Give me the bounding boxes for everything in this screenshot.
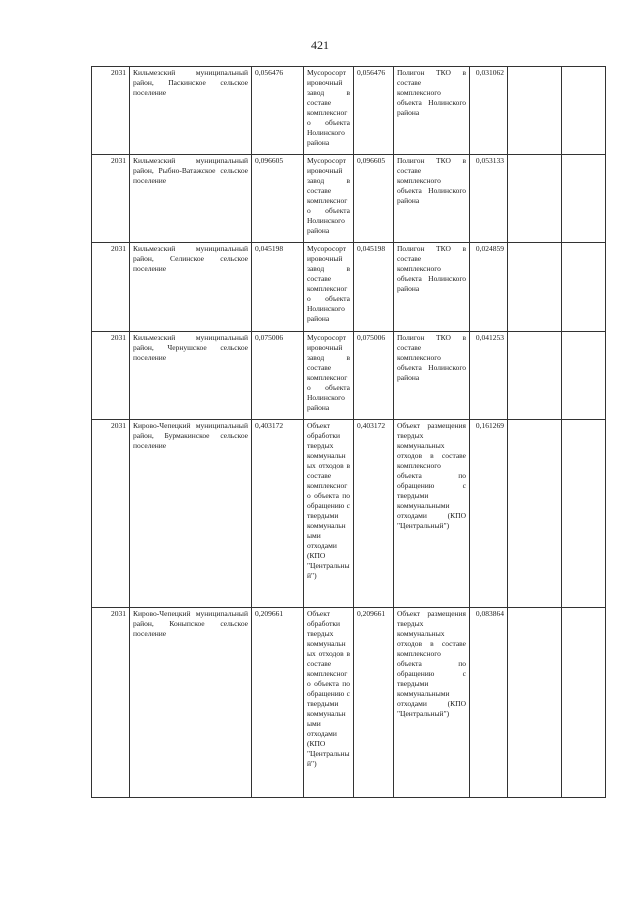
empty-cell [562,420,606,608]
source-object-cell: Объект обработки твердых коммунальных отходов в составе комплексного объекта по обращению с твердыми коммунальными отходами (КПО "Центральный") [304,420,354,608]
dest-object-cell: Полигон ТКО в составе комплексного объекта Нолинского района [394,155,470,243]
source-volume-cell: 0,075006 [354,332,394,420]
empty-cell [562,332,606,420]
source-object-cell: Объект обработки твердых коммунальных отходов в составе комплексного объекта по обращению с твердыми коммунальными отходами (КПО "Центральный") [304,608,354,798]
municipality-cell: Кирово-Чепецкий муниципальный район, Коныпское сельское поселение [130,608,252,798]
volume-cell: 0,075006 [252,332,304,420]
volume-cell: 0,096605 [252,155,304,243]
data-table [91,66,606,798]
empty-cell [508,243,562,332]
year-cell: 2031 [92,420,130,608]
volume-cell: 0,045198 [252,243,304,332]
dest-object-cell: Объект размещения твердых коммунальных отходов в составе комплексного объекта по обращению с твердыми коммунальными отходами (КПО "Центральный") [394,608,470,798]
source-object-cell: Мусоросортировочный завод в составе комплексного объекта Нолинского района [304,155,354,243]
source-volume-cell: 0,403172 [354,420,394,608]
table-row [92,155,606,243]
dest-object-cell: Полигон ТКО в составе комплексного объекта Нолинского района [394,332,470,420]
municipality-cell: Кильмезский муниципальный район, Рыбно-Ватажское сельское поселение [130,155,252,243]
empty-cell [562,67,606,155]
dest-volume-cell: 0,083864 [470,608,508,798]
empty-cell [508,155,562,243]
source-volume-cell: 0,056476 [354,67,394,155]
table-row [92,67,606,155]
source-object-cell: Мусоросортировочный завод в составе комплексного объекта Нолинского района [304,243,354,332]
municipality-cell: Кирово-Чепецкий муниципальный район, Бурмакинское сельское поселение [130,420,252,608]
source-volume-cell: 0,096605 [354,155,394,243]
table-row [92,243,606,332]
dest-volume-cell: 0,053133 [470,155,508,243]
source-volume-cell: 0,045198 [354,243,394,332]
source-volume-cell: 0,209661 [354,608,394,798]
table-row [92,608,606,798]
year-cell: 2031 [92,332,130,420]
year-cell: 2031 [92,243,130,332]
empty-cell [508,608,562,798]
empty-cell [508,420,562,608]
dest-object-cell: Полигон ТКО в составе комплексного объекта Нолинского района [394,67,470,155]
empty-cell [562,608,606,798]
source-object-cell: Мусоросортировочный завод в составе комплексного объекта Нолинского района [304,332,354,420]
municipality-cell: Кильмезский муниципальный район, Чернушское сельское поселение [130,332,252,420]
page-number: 421 [311,38,329,52]
empty-cell [562,155,606,243]
dest-volume-cell: 0,041253 [470,332,508,420]
source-object-cell: Мусоросортировочный завод в составе комплексного объекта Нолинского района [304,67,354,155]
dest-volume-cell: 0,161269 [470,420,508,608]
year-cell: 2031 [92,608,130,798]
municipality-cell: Кильмезский муниципальный район, Селинское сельское поселение [130,243,252,332]
volume-cell: 0,209661 [252,608,304,798]
dest-object-cell: Объект размещения твердых коммунальных отходов в составе комплексного объекта по обращению с твердыми коммунальными отходами (КПО "Центральный") [394,420,470,608]
year-cell: 2031 [92,155,130,243]
empty-cell [562,243,606,332]
dest-volume-cell: 0,024859 [470,243,508,332]
dest-object-cell: Полигон ТКО в составе комплексного объекта Нолинского района [394,243,470,332]
dest-volume-cell: 0,031062 [470,67,508,155]
volume-cell: 0,403172 [252,420,304,608]
table-row [92,420,606,608]
empty-cell [508,332,562,420]
municipality-cell: Кильмезский муниципальный район, Паскинское сельское поселение [130,67,252,155]
year-cell: 2031 [92,67,130,155]
empty-cell [508,67,562,155]
table-row [92,332,606,420]
volume-cell: 0,056476 [252,67,304,155]
